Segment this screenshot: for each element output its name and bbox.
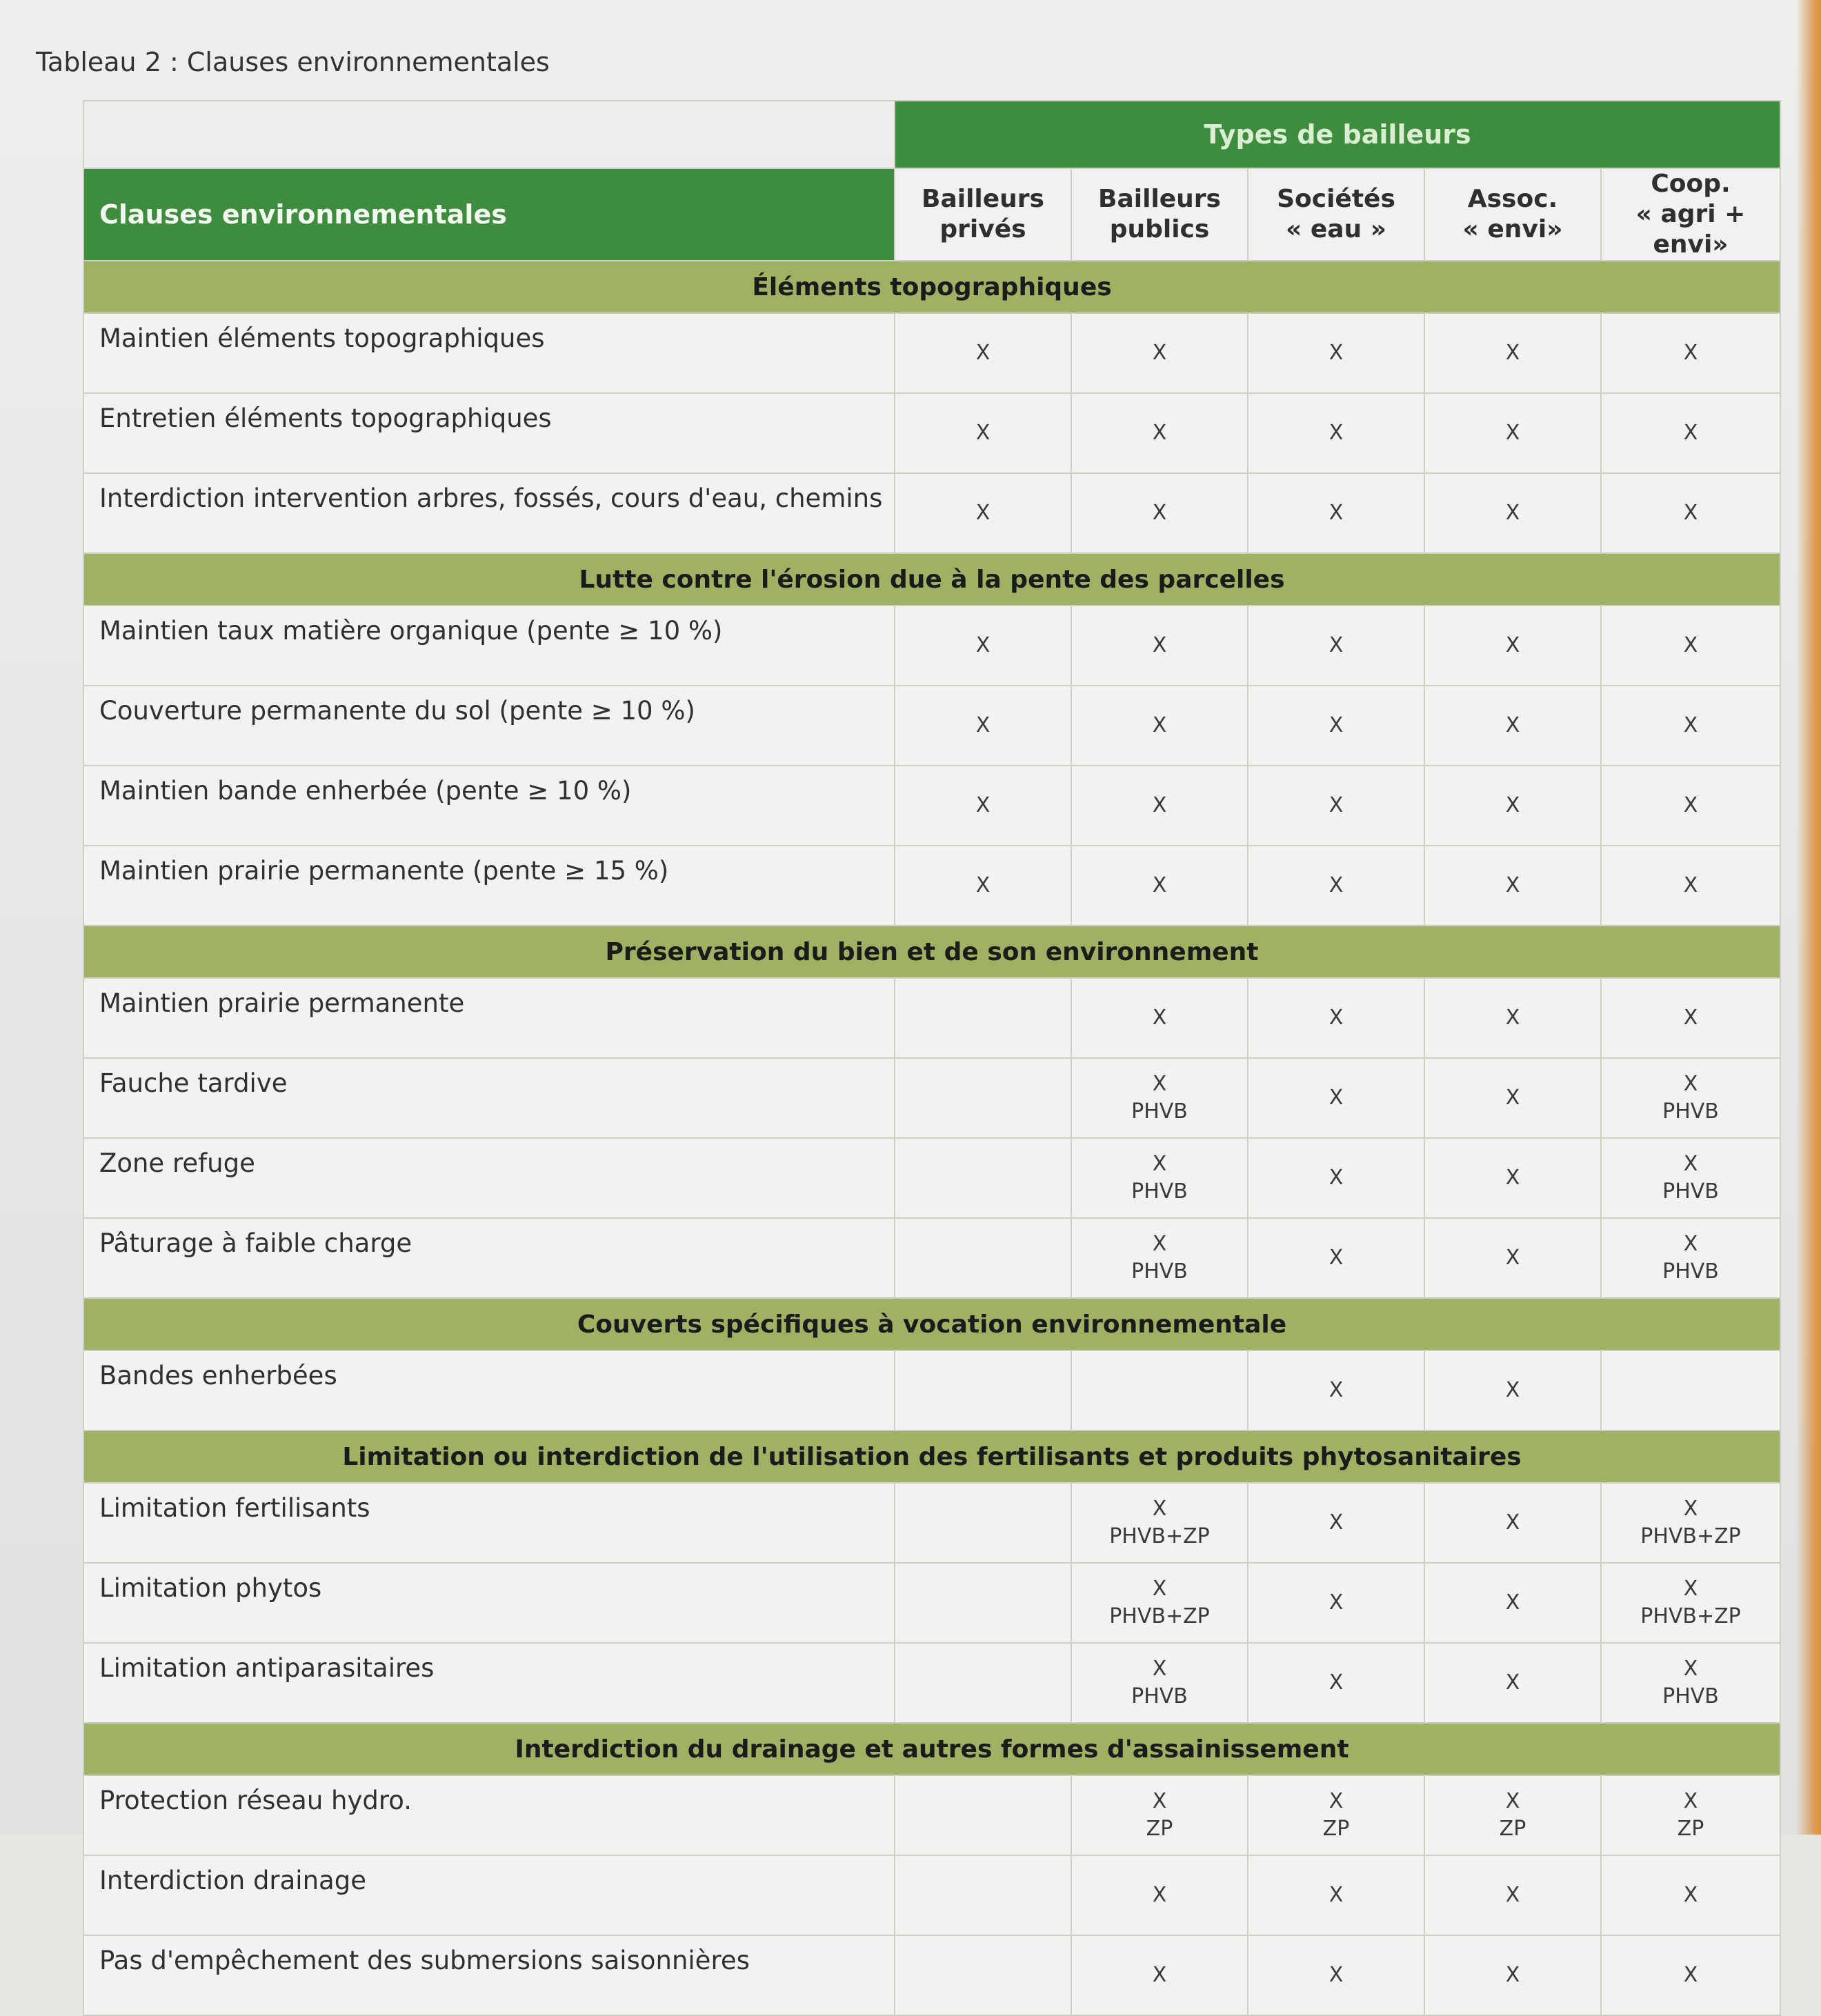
applicability-cell [895,686,1071,766]
table-row [83,1483,1780,1563]
check-mark: X [1683,1232,1698,1256]
check-mark: X [1505,501,1520,525]
applicability-cell [1248,393,1424,473]
check-mark: X [1683,1789,1698,1813]
check-mark: X [1152,1963,1167,1987]
clause-label: Maintien taux matière organique (pente ≥ 10 %) [83,606,895,686]
check-mark: X [1683,1657,1698,1681]
table-row [83,766,1780,846]
applicability-cell [1424,1483,1601,1563]
applicability-cell [1071,606,1248,686]
clause-label: Maintien bande enherbée (pente ≥ 10 %) [83,766,895,846]
applicability-cell [895,1563,1071,1643]
lessor-types-header: Types de bailleurs [895,101,1780,168]
applicability-cell [1601,1218,1780,1298]
applicability-cell [1601,1563,1780,1643]
applicability-cell [1424,393,1601,473]
applicability-cell [1248,1483,1424,1563]
applicability-cell [1248,1775,1424,1855]
applicability-cell [1424,606,1601,686]
check-mark: X [1683,793,1698,817]
check-mark: X [1683,1006,1698,1030]
table-row [83,393,1780,473]
applicability-cell [1601,393,1780,473]
condition-note: ZP [1322,1817,1350,1841]
applicability-cell [1424,766,1601,846]
applicability-cell [895,1855,1071,1935]
clause-label: Fauche tardive [83,1058,895,1138]
check-mark: X [1505,873,1520,897]
check-mark: X [1152,1577,1167,1601]
applicability-cell [1071,1058,1248,1138]
applicability-cell [1248,1138,1424,1218]
condition-note: PHVB+ZP [1640,1524,1741,1548]
section-header-row [83,553,1780,606]
check-mark: X [1152,1497,1167,1521]
check-mark: X [1505,1963,1520,1987]
table-row [83,1563,1780,1643]
applicability-cell [1601,1935,1780,2015]
lessor-type-header-line2: privés [939,215,1026,243]
section-title: Préservation du bien et de son environnement [83,926,1780,978]
check-mark: X [1329,1006,1344,1030]
lessor-type-header [1248,168,1424,261]
clause-label: Protection réseau hydro. [83,1775,895,1855]
condition-note: PHVB+ZP [1640,1604,1741,1628]
lessor-type-header-line1: Sociétés [1277,185,1395,213]
clause-label: Limitation fertilisants [83,1483,895,1563]
applicability-cell [1248,313,1424,393]
applicability-cell [1071,1350,1248,1430]
applicability-cell [895,1643,1071,1723]
applicability-cell [1248,1643,1424,1723]
applicability-cell [1071,978,1248,1058]
condition-note: PHVB+ZP [1109,1604,1210,1628]
check-mark: X [1152,1006,1167,1030]
clause-label: Entretien éléments topographiques [83,393,895,473]
condition-note: PHVB [1662,1259,1719,1284]
check-mark: X [1329,1510,1344,1535]
table-row [83,978,1780,1058]
lessor-type-header-line1: Assoc. [1467,185,1558,213]
applicability-cell [895,1058,1071,1138]
section-header-row [83,1298,1780,1350]
applicability-cell [1071,766,1248,846]
check-mark: X [1152,1072,1167,1096]
applicability-cell [1071,1643,1248,1723]
check-mark: X [1152,1152,1167,1176]
condition-note: ZP [1146,1817,1173,1841]
condition-note: PHVB+ZP [1109,1524,1210,1548]
applicability-cell [1071,1563,1248,1643]
table-row [83,473,1780,553]
check-mark: X [1152,793,1167,817]
applicability-cell [1248,766,1424,846]
check-mark: X [1683,1883,1698,1907]
section-header-row [83,261,1780,313]
applicability-cell [1601,1855,1780,1935]
lessor-type-header-line1: Bailleurs [1098,185,1221,213]
lessor-type-header [1601,168,1780,261]
lessor-type-header-line1: Bailleurs [922,185,1044,213]
applicability-cell [1424,846,1601,926]
applicability-cell [1248,1855,1424,1935]
check-mark: X [1152,501,1167,525]
check-mark: X [1505,713,1520,737]
applicability-cell [895,978,1071,1058]
applicability-cell [1601,1483,1780,1563]
check-mark: X [1505,1789,1520,1813]
table-row [83,1058,1780,1138]
check-mark: X [975,793,991,817]
applicability-cell [1601,846,1780,926]
clause-label: Limitation phytos [83,1563,895,1643]
check-mark: X [1683,1577,1698,1601]
clause-label: Couverture permanente du sol (pente ≥ 10 %) [83,686,895,766]
applicability-cell [1601,1138,1780,1218]
table-body [83,261,1780,2015]
check-mark: X [1329,1086,1344,1110]
applicability-cell [1424,1350,1601,1430]
condition-note: PHVB [1662,1099,1719,1124]
applicability-cell [1601,606,1780,686]
section-title: Couverts spécifiques à vocation environnementale [83,1298,1780,1350]
check-mark: X [975,873,991,897]
applicability-cell [1248,978,1424,1058]
applicability-cell [1424,1138,1601,1218]
lessor-type-header-line2: « agri + envi» [1635,200,1746,259]
applicability-cell [1071,473,1248,553]
applicability-cell [1071,313,1248,393]
check-mark: X [1329,421,1344,445]
check-mark: X [975,713,991,737]
table-row [83,606,1780,686]
section-header-row [83,1723,1780,1775]
check-mark: X [1505,1086,1520,1110]
applicability-cell [1248,606,1424,686]
applicability-cell [895,313,1071,393]
table-row [83,846,1780,926]
table-row [83,1935,1780,2015]
section-title: Interdiction du drainage et autres formes d'assainissement [83,1723,1780,1775]
applicability-cell [895,473,1071,553]
clause-label: Pâturage à faible charge [83,1218,895,1298]
applicability-cell [1424,1058,1601,1138]
check-mark: X [975,341,991,365]
applicability-cell [1248,1218,1424,1298]
check-mark: X [1152,1789,1167,1813]
section-header-row [83,1430,1780,1483]
applicability-cell [1424,1643,1601,1723]
check-mark: X [1152,713,1167,737]
check-mark: X [1152,1657,1167,1681]
check-mark: X [1505,1590,1520,1615]
check-mark: X [1329,1670,1344,1695]
check-mark: X [1505,341,1520,365]
applicability-cell [1071,1775,1248,1855]
check-mark: X [1152,421,1167,445]
condition-note: PHVB [1131,1259,1188,1284]
check-mark: X [1329,341,1344,365]
applicability-cell [1424,1218,1601,1298]
check-mark: X [1329,1166,1344,1190]
check-mark: X [1505,1883,1520,1907]
clause-label: Limitation antiparasitaires [83,1643,895,1723]
header-corner [83,101,895,168]
applicability-cell [895,766,1071,846]
table-row [83,1218,1780,1298]
table-row [83,313,1780,393]
check-mark: X [1505,1006,1520,1030]
clause-label: Maintien éléments topographiques [83,313,895,393]
check-mark: X [1152,1883,1167,1907]
clause-label: Maintien prairie permanente [83,978,895,1058]
condition-note: PHVB [1131,1684,1188,1708]
check-mark: X [1152,1232,1167,1256]
applicability-cell [1424,686,1601,766]
applicability-cell [1071,1138,1248,1218]
applicability-cell [1424,1855,1601,1935]
check-mark: X [1329,873,1344,897]
environmental-clauses-table [83,100,1781,2016]
applicability-cell [1601,1058,1780,1138]
page-edge-shadow [1796,0,1821,1835]
check-mark: X [1683,501,1698,525]
applicability-cell [1071,393,1248,473]
lessor-type-header [895,168,1071,261]
table-row [83,1138,1780,1218]
check-mark: X [1683,421,1698,445]
lessor-type-header-line2: « eau » [1286,215,1386,243]
applicability-cell [1424,978,1601,1058]
check-mark: X [1329,713,1344,737]
check-mark: X [1329,1378,1344,1402]
applicability-cell [1248,686,1424,766]
check-mark: X [1683,1072,1698,1096]
table-row [83,1855,1780,1935]
applicability-cell [895,1483,1071,1563]
check-mark: X [1683,633,1698,657]
applicability-cell [895,846,1071,926]
check-mark: X [1505,1378,1520,1402]
applicability-cell [1601,313,1780,393]
applicability-cell [1071,1218,1248,1298]
check-mark: X [1683,1152,1698,1176]
check-mark: X [975,633,991,657]
clause-label: Interdiction intervention arbres, fossés, cours d'eau, chemins [83,473,895,553]
applicability-cell [1248,1935,1424,2015]
section-title: Éléments topographiques [83,261,1780,313]
applicability-cell [1601,766,1780,846]
applicability-cell [895,1775,1071,1855]
applicability-cell [1601,978,1780,1058]
check-mark: X [1152,341,1167,365]
check-mark: X [1329,1590,1344,1615]
applicability-cell [1071,686,1248,766]
table-row [83,1350,1780,1430]
section-title: Limitation ou interdiction de l'utilisation des fertilisants et produits phytosanitaires [83,1430,1780,1483]
applicability-cell [1601,1350,1780,1430]
condition-note: PHVB [1662,1179,1719,1204]
applicability-cell [1601,1775,1780,1855]
condition-note: PHVB [1662,1684,1719,1708]
check-mark: X [1683,873,1698,897]
table-row [83,1775,1780,1855]
applicability-cell [1248,1563,1424,1643]
check-mark: X [1329,1789,1344,1813]
applicability-cell [895,1935,1071,2015]
check-mark: X [1152,633,1167,657]
condition-note: PHVB [1131,1099,1188,1124]
check-mark: X [975,501,991,525]
applicability-cell [1424,1563,1601,1643]
clause-label: Zone refuge [83,1138,895,1218]
applicability-cell [895,393,1071,473]
clauses-column-header: Clauses environnementales [83,168,895,261]
applicability-cell [1424,313,1601,393]
check-mark: X [1505,1246,1520,1270]
check-mark: X [1683,1497,1698,1521]
check-mark: X [1329,1963,1344,1987]
check-mark: X [975,421,991,445]
table-row [83,1643,1780,1723]
applicability-cell [1601,686,1780,766]
check-mark: X [1505,1166,1520,1190]
applicability-cell [1601,1643,1780,1723]
applicability-cell [1601,473,1780,553]
lessor-type-header-line2: « envi» [1462,215,1563,243]
applicability-cell [1248,473,1424,553]
clause-label: Bandes enherbées [83,1350,895,1430]
check-mark: X [1505,421,1520,445]
applicability-cell [1071,846,1248,926]
applicability-cell [895,1138,1071,1218]
lessor-type-header-line1: Coop. [1651,170,1731,198]
check-mark: X [1683,713,1698,737]
check-mark: X [1329,1883,1344,1907]
table-row [83,686,1780,766]
check-mark: X [1329,793,1344,817]
check-mark: X [1505,633,1520,657]
lessor-type-header-line2: publics [1109,215,1210,243]
check-mark: X [1505,1510,1520,1535]
check-mark: X [1505,793,1520,817]
clause-label: Pas d'empêchement des submersions saisonnières [83,1935,895,2015]
applicability-cell [1071,1483,1248,1563]
applicability-cell [1424,473,1601,553]
applicability-cell [895,1218,1071,1298]
applicability-cell [1071,1855,1248,1935]
lessor-type-header [1071,168,1248,261]
applicability-cell [1248,846,1424,926]
table-caption: Tableau 2 : Clauses environnementales [36,47,550,77]
check-mark: X [1329,633,1344,657]
clause-label: Maintien prairie permanente (pente ≥ 15 %) [83,846,895,926]
lessor-type-header [1424,168,1601,261]
applicability-cell [1248,1058,1424,1138]
applicability-cell [1424,1935,1601,2015]
applicability-cell [1424,1775,1601,1855]
check-mark: X [1329,1246,1344,1270]
check-mark: X [1152,873,1167,897]
condition-note: ZP [1677,1817,1704,1841]
applicability-cell [1071,1935,1248,2015]
section-header-row [83,926,1780,978]
applicability-cell [895,606,1071,686]
applicability-cell [895,1350,1071,1430]
check-mark: X [1505,1670,1520,1695]
condition-note: ZP [1499,1817,1526,1841]
condition-note: PHVB [1131,1179,1188,1204]
check-mark: X [1683,1963,1698,1987]
applicability-cell [1248,1350,1424,1430]
check-mark: X [1329,501,1344,525]
clause-label: Interdiction drainage [83,1855,895,1935]
section-title: Lutte contre l'érosion due à la pente des parcelles [83,553,1780,606]
check-mark: X [1683,341,1698,365]
